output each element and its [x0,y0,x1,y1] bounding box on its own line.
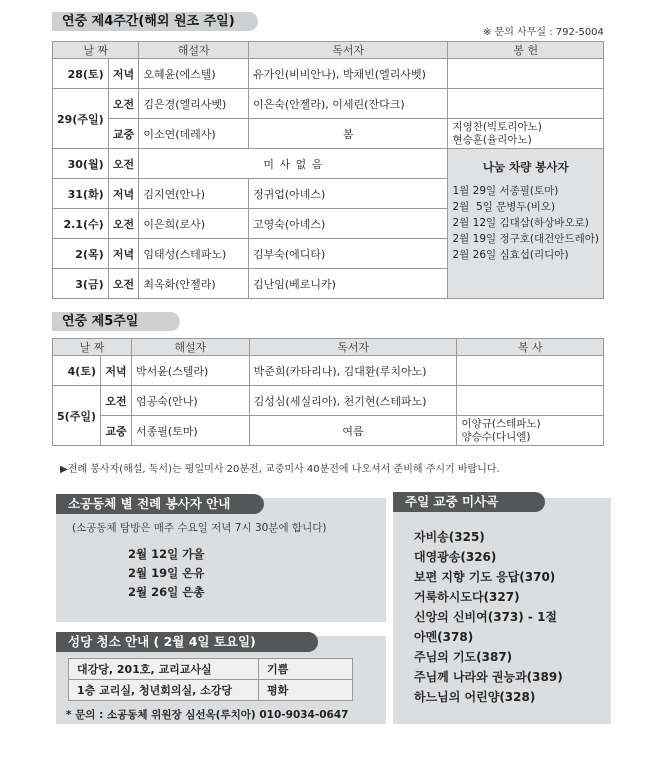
date-cell: 3(금) [53,269,109,299]
reader-cell: 박준희(카타리나), 김대환(루치아노) [249,356,457,386]
time-cell: 저녁 [108,179,139,209]
server-cell [457,386,604,416]
time-cell: 저녁 [108,239,139,269]
table-row [53,386,604,416]
date-cell: 5(주일) [53,386,101,446]
date-cell: 28(토) [53,59,109,89]
table-header-row [53,42,604,59]
reader-cell: 김부숙(에디타) [248,239,448,269]
nanum-item: 2월 5일 문병두(비오) [452,201,556,213]
commentator-cell: 이은희(로사) [139,209,249,239]
hymn-item: 하느님의 어린양(328) [414,690,536,704]
community-subtitle: (소공동체 탐방은 매주 수요일 저녁 7시 30분에 합니다) [72,522,327,534]
cleaning-table [68,658,353,701]
header-reader: 독서자 [248,42,448,59]
commentator-cell: 김지연(안나) [139,179,249,209]
date-cell: 2(목) [53,239,109,269]
hymn-item: 아멘(378) [414,630,474,644]
header-date: 날 짜 [53,339,132,356]
header-date: 날 짜 [53,42,139,59]
nanum-item: 2월 12일 김대삼(하상바오로) [452,217,589,229]
table-row [53,149,604,179]
time-cell: 오전 [108,89,139,119]
hymn-item: 자비송(325) [414,530,485,544]
reader-cell: 고영숙(아녜스) [248,209,448,239]
hymn-item: 주님의 기도(387) [414,650,513,664]
community-item: 2월 26일 은총 [128,585,205,599]
cleaning-place: 대강당, 201호, 교리교사실 [69,659,259,680]
reader-cell: 여름 [249,416,457,446]
hymn-item: 주님께 나라와 권능과(389) [414,670,563,684]
table-row [53,356,604,386]
table-row [69,659,353,680]
date-cell: 29(주일) [53,89,109,149]
table-row [53,416,604,446]
commentator-cell: 이소연(데레사) [139,119,249,149]
commentator-cell: 서종필(토마) [131,416,249,446]
hymn-item: 대영광송(326) [414,550,497,564]
section2-title: 연중 제5주일 [52,312,180,331]
table-row [53,89,604,119]
hymn-item: 신앙의 신비여(373) - 1절 [414,610,558,624]
reader-cell: 봄 [248,119,448,149]
nanum-item: 2월 19일 정구호(대건안드레아) [452,233,599,245]
offering-name: 지영찬(빅토리아노) [452,120,542,133]
nanum-item: 1월 29일 서종필(토마) [452,185,559,197]
header-commentator: 해설자 [139,42,249,59]
time-cell: 오전 [108,209,139,239]
table-row [53,59,604,89]
nanum-title: 나눔 차량 봉사자 [482,160,569,174]
cleaning-note: * 문의 : 소공동체 위원장 심선옥(루치아) 010-9034-0647 [66,709,349,721]
hymn-item: 거룩하시도다(327) [414,590,520,604]
table-header-row [53,339,604,356]
server-cell [457,356,604,386]
cleaning-group: 기쁨 [259,659,353,680]
commentator-cell: 임태성(스테파노) [139,239,249,269]
commentator-cell: 오혜윤(에스텔) [139,59,249,89]
reader-cell: 김성심(세실리아), 천기현(스테파노) [249,386,457,416]
schedule-table-week5 [52,338,604,446]
community-title: 소공동체 별 전례 봉사자 안내 [56,494,264,514]
offering-cell [448,59,604,89]
commentator-cell: 박서윤(스텔라) [131,356,249,386]
community-item: 2월 19일 온유 [128,566,205,580]
reader-cell: 김난임(베로니카) [248,269,448,299]
cleaning-group: 평화 [259,680,353,701]
offering-cell [448,89,604,119]
section1-title: 연중 제4주간(해외 원조 주일) [52,12,258,31]
reader-cell: 정귀업(아녜스) [248,179,448,209]
table-row [53,119,604,149]
nanum-volunteers-cell [448,149,604,299]
cleaning-title: 성당 청소 안내 ( 2월 4일 토요일) [56,632,318,652]
volunteer-note: ▶전례 봉사자(해설, 독서)는 평일미사 20분전, 교중미사 40분전에 나오셔서 준비해 주시기 바랍니다. [60,464,500,475]
offering-cell [448,119,604,149]
header-server: 복 사 [457,339,604,356]
nanum-item: 2월 26일 심효섭(리디아) [452,249,569,261]
date-cell: 31(화) [53,179,109,209]
no-mass-cell: 미 사 없 음 [139,149,448,179]
date-cell: 4(토) [53,356,101,386]
reader-cell: 유가인(비비안나), 박채빈(엘리사벳) [248,59,448,89]
table-row [69,680,353,701]
time-cell: 오전 [108,149,139,179]
hymns-title: 주일 교중 미사곡 [393,492,545,512]
time-cell: 교중 [100,416,131,446]
commentator-cell: 김은경(엘리사벳) [139,89,249,119]
header-commentator: 해설자 [131,339,249,356]
community-item: 2월 12일 가을 [128,547,205,561]
date-cell: 2.1(수) [53,209,109,239]
server-name: 이양규(스테파노) [461,417,541,430]
reader-cell: 이은숙(안젤라), 이세린(잔다크) [248,89,448,119]
schedule-table-week4 [52,41,604,299]
time-cell: 저녁 [100,356,131,386]
header-offering: 봉 헌 [448,42,604,59]
offering-name: 현승훈(율리아노) [452,133,532,146]
time-cell: 저녁 [108,59,139,89]
time-cell: 교중 [108,119,139,149]
server-cell [457,416,604,446]
time-cell: 오전 [100,386,131,416]
cleaning-place: 1층 교리실, 청년회의실, 소강당 [69,680,259,701]
server-name: 양승수(다니엘) [461,430,531,443]
time-cell: 오전 [108,269,139,299]
commentator-cell: 최옥화(안젤라) [139,269,249,299]
hymn-item: 보편 지향 기도 응답(370) [414,570,556,584]
contact-info: ※ 문의 사무실 : 792-5004 [483,27,604,38]
commentator-cell: 엄공숙(안나) [131,386,249,416]
community-box [56,498,386,622]
header-reader: 독서자 [249,339,457,356]
date-cell: 30(월) [53,149,109,179]
